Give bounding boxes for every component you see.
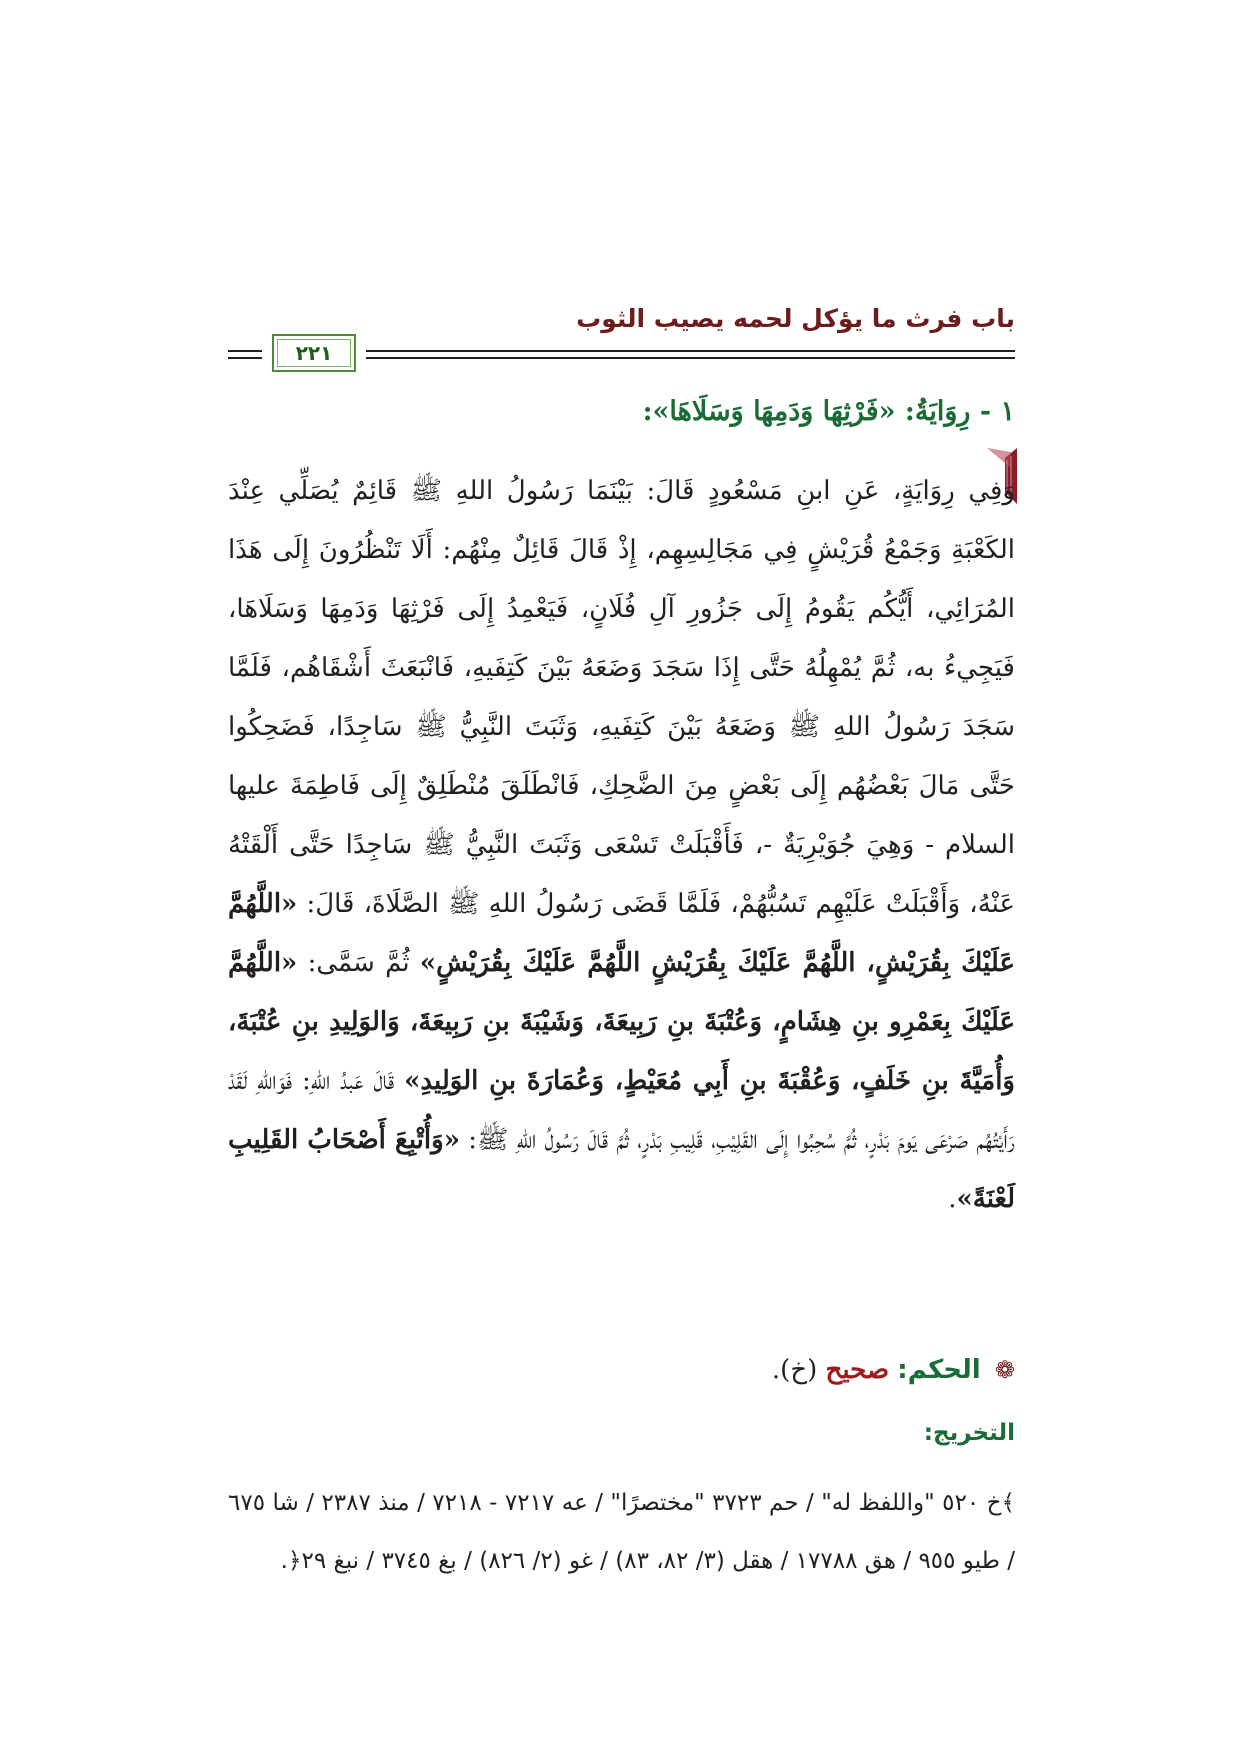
takhrij-heading: التخريج:	[923, 1420, 1015, 1446]
verdict-value: صحيح	[825, 1355, 890, 1385]
takhrij-references: ﴾خ ٥٢٠ "واللفظ له" / حم ٣٧٢٣ "مختصرًا" / عه ٧٢١٧ - ٧٢١٨ / منذ ٢٣٨٧ / شا ٦٧٥ / طيو ٩٥٥ / هق ١٧٧٨٨ / هقل (٣/ ٨٢، ٨٣) / غو (٢/ ٨٢٦) / بغ ٣٧٤٥ / نبغ ٢٩﴿.	[228, 1490, 1016, 1574]
narration-text: .	[948, 1184, 957, 1214]
verdict-label: الحكم:	[897, 1355, 981, 1385]
narration-text: ثُمَّ سَمَّى:	[297, 948, 420, 978]
hadith-body	[228, 462, 1015, 1229]
section-heading: ١ - رِوَايَةُ: «فَرْثِهَا وَدَمِهَا وَسَلَاهَا»:	[642, 396, 1015, 427]
narration-text: وَفِي رِوَايَةٍ، عَنِ ابنِ مَسْعُودٍ قَالَ: بَيْنَمَا رَسُولُ اللهِ ﷺ قَائِمٌ يُصَلِّي عِنْدَ الكَعْبَةِ وَجَمْعُ قُرَيْشٍ فِي مَجَالِسِهِم، إِذْ قَالَ قَائِلٌ مِنْهُم: أَلَا تَنْظُرُونَ إِلَى هَذَا المُرَائِي، أَيُّكُم يَقُومُ إِلَى جَزُورِ آلِ فُلَانٍ، فَيَعْمِدُ إِلَى فَرْثِهَا وَدَمِهَا وَسَلَاهَا، فَيَجِيءُ به، ثُمَّ يُمْهِلُهُ حَتَّى إِذَا سَجَدَ وَضَعَهُ بَيْنَ كَتِفَيهِ، فَانْبَعَثَ أَشْقَاهُم، فَلَمَّا سَجَدَ رَسُولُ اللهِ ﷺ وَضَعَهُ بَيْنَ كَتِفَيهِ، وَثَبَتَ النَّبِيُّ ﷺ سَاجِدًا، فَضَحِكُوا حَتَّى مَالَ بَعْضُهُم إِلَى بَعْضٍ مِنَ الضَّحِكِ، فَانْطَلَقَ مُنْطَلِقٌ إِلَى فَاطِمَةَ عليها السلام - وَهِيَ جُوَيْرِيَةٌ -، فَأَقْبَلَتْ تَسْعَى وَثَبَتَ النَّبِيُّ ﷺ سَاجِدًا حَتَّى أَلْقَتْهُ عَنْهُ، وَأَقْبَلَتْ عَلَيْهِم تَسُبُّهُمْ، فَلَمَّا قَضَى رَسُولُ اللهِ ﷺ الصَّلَاةَ، قَالَ:	[228, 476, 1015, 919]
verdict-suffix: (خ).	[771, 1355, 826, 1385]
page-number-badge: ٢٢١	[272, 334, 356, 372]
prophetic-saying: «وَأُتْبِعَ أَصْحَابُ القَلِيبِ لَعْنَةً»	[228, 1125, 1015, 1214]
narration-text: قَالَ عَبدُ اللهِ: فَوَاللهِ لَقَدْ رَأَيْتُهُم صَرْعَى يَومَ بَدْرٍ، ثُمَّ سُحِبُوا إِلَى القَلِيْبِ، قَلِيبِ بَدْرٍ، ثُمَّ قَالَ رَسُولُ اللهِ ﷺ:	[228, 1066, 1015, 1155]
prophetic-supplication-names: «اللَّهُمَّ عَلَيْكَ بِعَمْرِو بنِ هِشَامٍ، وَعُتْبَةَ بنِ رَبِيعَةَ، وَشَيْبَةَ بنِ رَبِيعَةَ، وَالوَلِيدِ بنِ عُتْبَةَ، وَأُمَيَّةَ بنِ خَلَفٍ، وَعُقْبَةَ بنِ أَبِي مُعَيْطٍ، وَعُمَارَةَ بنِ الوَلِيدِ»	[228, 948, 1015, 1096]
verdict-line	[400, 1355, 1015, 1385]
prophetic-supplication: «اللَّهُمَّ عَلَيْكَ بِقُرَيْشٍ، اللَّهُمَّ عَلَيْكَ بِقُرَيْشٍ اللَّهُمَّ عَلَيْكَ بِقُرَيْشٍ»	[228, 889, 1015, 978]
flower-ornament-icon: ❁	[994, 1356, 1015, 1384]
running-title: باب فرث ما يؤكل لحمه يصيب الثوب	[576, 304, 1015, 333]
